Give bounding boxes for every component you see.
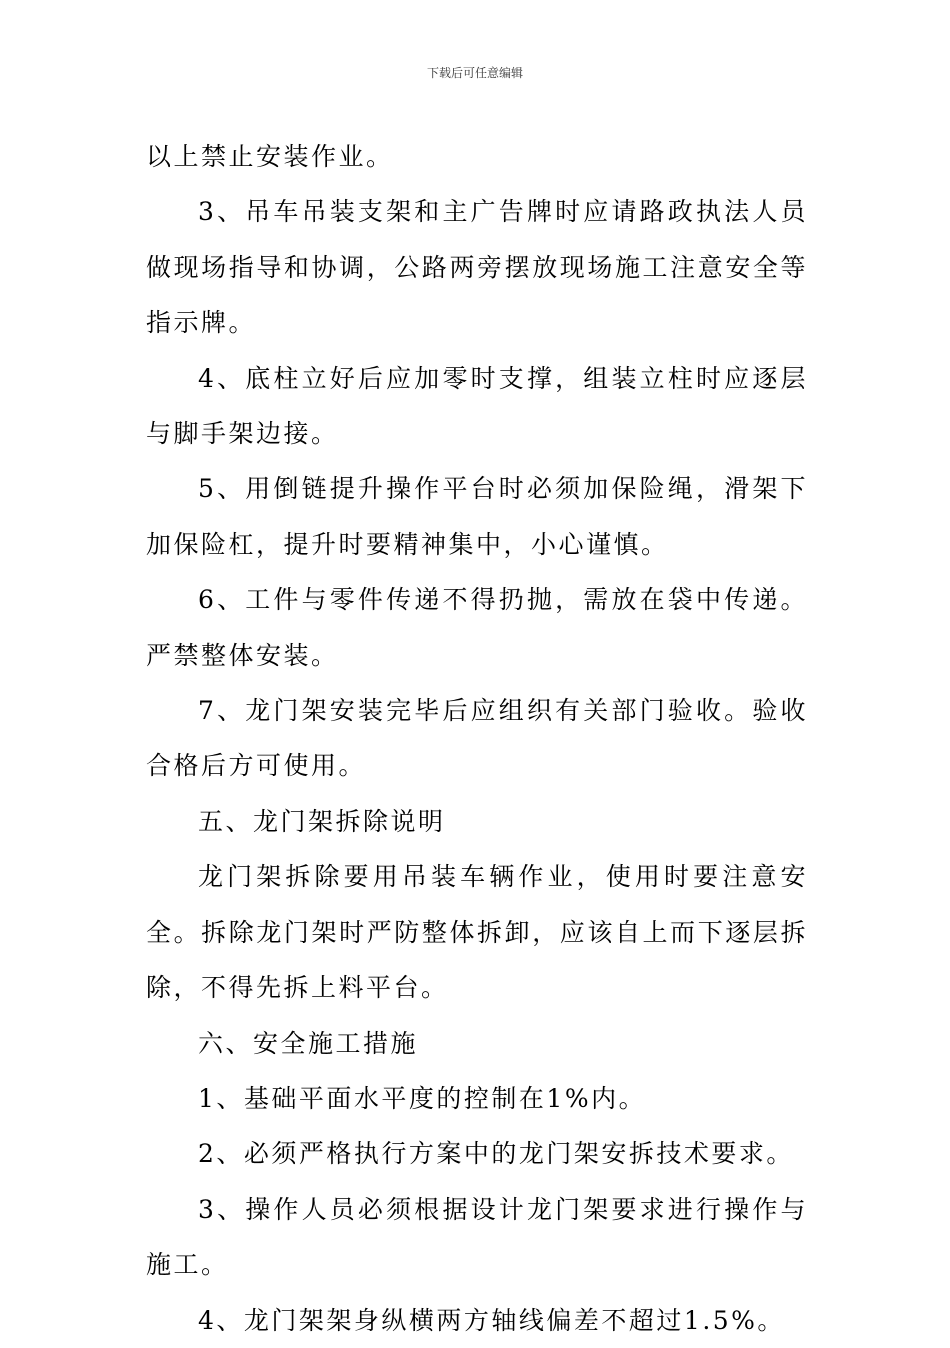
header-note: 下载后可任意编辑 (426, 66, 523, 80)
paragraph-safety-1: 1、基础平面水平度的控制在1%内。 (198, 1083, 647, 1113)
paragraph-safety-2: 2、必须严格执行方案中的龙门架安拆技术要求。 (198, 1139, 794, 1169)
paragraph-continuation: 以上禁止安装作业。 (146, 142, 394, 171)
paragraph-dismantle-description: 龙门架拆除要用吊装车辆作业，使用时要注意安全。拆除龙门架时严防整体拆卸，应该自上而下逐层拆除，不得先拆上料平台。 (146, 862, 808, 1003)
paragraph-safety-4: 4、龙门架架身纵横两方轴线偏差不超过1.5%。 (198, 1305, 785, 1335)
section-heading-dismantle: 五、龙门架拆除说明 (198, 806, 446, 836)
paragraph-item-3-crane: 3、吊车吊装支架和主广告牌时应请路政执法人员做现场指导和协调，公路两旁摆放现场施工注意安全等指示牌。 (146, 197, 808, 338)
paragraph-safety-3: 3、操作人员必须根据设计龙门架要求进行操作与施工。 (146, 1194, 808, 1280)
paragraph-item-5-platform: 5、用倒链提升操作平台时必须加保险绳，滑架下加保险杠，提升时要精神集中，小心谨慎。 (146, 474, 808, 559)
section-heading-safety: 六、安全施工措施 (198, 1028, 419, 1058)
paragraph-item-6-parts: 6、工件与零件传递不得扔抛，需放在袋中传递。严禁整体安装。 (146, 585, 808, 670)
paragraph-item-4-column: 4、底柱立好后应加零时支撑，组装立柱时应逐层与脚手架边接。 (146, 363, 808, 449)
paragraph-item-7-acceptance: 7、龙门架安装完毕后应组织有关部门验收。验收合格后方可使用。 (146, 696, 808, 781)
document-body (146, 129, 808, 1348)
